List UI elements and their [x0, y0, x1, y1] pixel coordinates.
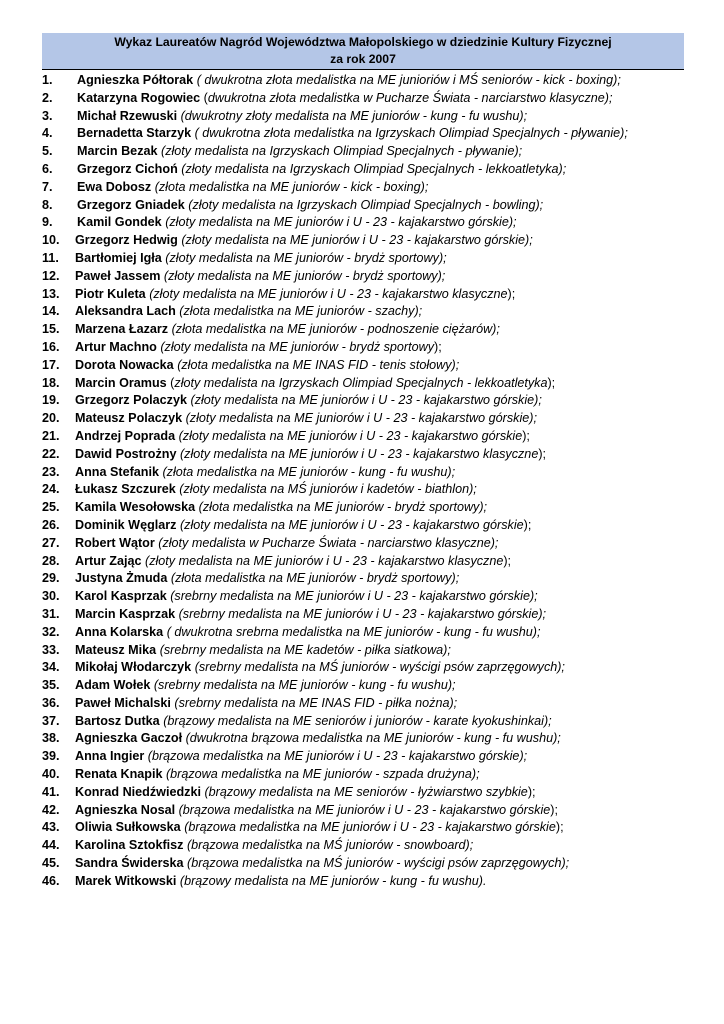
list-item-text: [75, 553, 511, 571]
list-item-number: 40.: [42, 767, 60, 782]
list-item-text: [75, 713, 552, 731]
achievement-description: złoty medalista na Igrzyskach Olimpiad Specjalnych - lekkoatletyka: [174, 375, 548, 390]
list-item: [42, 748, 702, 766]
list-item: [42, 339, 702, 357]
laureate-name: Paweł Michalski: [75, 695, 171, 710]
list-item-number: 13.: [42, 286, 60, 301]
list-item: [42, 784, 702, 802]
achievement-description: (srebrny medalista na ME INAS FID - piłka nożna);: [174, 695, 458, 710]
list-item: [42, 873, 702, 891]
list-item: [42, 90, 702, 108]
list-item-number: 35.: [42, 678, 60, 693]
list-item: [42, 464, 702, 482]
list-item-number: 23.: [42, 464, 60, 479]
list-item: [42, 606, 702, 624]
laureate-name: Michał Rzewuski: [77, 108, 178, 123]
achievement-description: (złoty medalista na ME juniorów i U - 23 - kajakarstwo górskie);: [185, 411, 537, 426]
laureates-list: [42, 72, 702, 891]
list-item-text: [75, 766, 480, 784]
list-item-text: [75, 357, 459, 375]
list-item-number: 2.: [42, 90, 53, 105]
list-item-number: 10.: [42, 233, 60, 248]
laureate-name: Karol Kasprzak: [75, 589, 167, 604]
laureate-name: Bartłomiej Igła: [75, 250, 162, 265]
list-item: [42, 553, 702, 571]
laureate-name: Oliwia Sułkowska: [75, 820, 181, 835]
laureate-name: Artur Machno: [75, 339, 157, 354]
list-item-number: 43.: [42, 820, 60, 835]
list-item-text: [75, 232, 533, 250]
list-item: [42, 855, 702, 873]
laureate-name: Ewa Dobosz: [77, 179, 152, 194]
list-item: [42, 837, 702, 855]
list-item-number: 26.: [42, 517, 60, 532]
list-item-text: [75, 873, 486, 891]
list-item-number: 45.: [42, 856, 60, 871]
list-item-text: [75, 268, 445, 286]
list-item-text: [77, 125, 628, 143]
list-item-number: 8.: [42, 197, 53, 212]
list-item-number: 34.: [42, 660, 60, 675]
laureate-name: Grzegorz Cichoń: [77, 161, 178, 176]
achievement-description: (złoty medalista na Igrzyskach Olimpiad Specjalnych - bowling);: [188, 197, 544, 212]
achievement-description: (złota medalistka na ME juniorów - kung - fu wushu);: [162, 464, 456, 479]
suffix: );: [538, 446, 547, 461]
list-item: [42, 108, 702, 126]
list-item-number: 5.: [42, 144, 53, 159]
list-item-number: 41.: [42, 784, 60, 799]
list-item-number: 33.: [42, 642, 60, 657]
list-item: [42, 819, 702, 837]
list-item: [42, 125, 702, 143]
laureate-name: Paweł Jassem: [75, 268, 161, 283]
list-item-number: 39.: [42, 749, 60, 764]
list-item: [42, 303, 702, 321]
list-item-text: [75, 410, 537, 428]
list-item-text: [77, 72, 621, 90]
suffix: );: [523, 517, 532, 532]
laureate-name: Mikołaj Włodarczyk: [75, 660, 192, 675]
list-item-number: 28.: [42, 553, 60, 568]
suffix: );: [522, 428, 530, 443]
list-item-text: [75, 375, 555, 393]
laureate-name: Karolina Sztokfisz: [75, 838, 184, 853]
laureate-name: Marcin Oramus: [75, 375, 167, 390]
document-title: [42, 33, 684, 70]
laureate-name: Dorota Nowacka: [75, 357, 174, 372]
list-item-text: [75, 677, 456, 695]
achievement-description: (złoty medalista w Pucharze Świata - narciarstwo klasyczne);: [158, 535, 499, 550]
laureate-name: Łukasz Szczurek: [75, 482, 176, 497]
list-item: [42, 428, 702, 446]
laureate-name: Marek Witkowski: [75, 873, 177, 888]
laureate-name: Marcin Bezak: [77, 144, 158, 159]
list-item-text: [75, 802, 558, 820]
achievement-description: (brązowy medalista na ME seniorów - łyżwiarstwo szybkie: [204, 784, 528, 799]
achievement-description: ( dwukrotna złota medalistka na ME junioriów i MŚ seniorów - kick - boxing);: [196, 73, 621, 87]
list-item-number: 12.: [42, 268, 60, 283]
list-item-text: [75, 659, 565, 677]
achievement-description: (złota medalistka na ME INAS FID - tenis stołowy);: [177, 357, 460, 372]
achievement-description: (brązowy medalista na ME seniorów i juniorów - karate kyokushinkai);: [163, 713, 552, 728]
laureate-name: Anna Ingier: [75, 749, 145, 764]
list-item-text: [77, 197, 543, 215]
list-item-number: 44.: [42, 838, 60, 853]
list-item: [42, 410, 702, 428]
laureate-name: Artur Zając: [75, 553, 142, 568]
list-item-number: 22.: [42, 446, 60, 461]
list-item: [42, 321, 702, 339]
list-item: [42, 161, 702, 179]
list-item: [42, 392, 702, 410]
laureate-name: Kamil Gondek: [77, 215, 162, 230]
list-item-number: 19.: [42, 393, 60, 408]
list-item: [42, 588, 702, 606]
laureate-name: Aleksandra Lach: [75, 304, 176, 319]
list-item: [42, 143, 702, 161]
achievement-description: (złoty medalista na ME juniorów i U - 23 - kajakarstwo górskie);: [165, 215, 517, 230]
achievement-description: (srebrny medalista na MŚ juniorów - wyścigi psów zaprzęgowych);: [194, 660, 565, 675]
suffix: );: [507, 286, 516, 301]
laureate-name: Agnieszka Półtorak: [77, 73, 194, 87]
achievement-description: (złoty medalista na ME juniorów i U - 23 - kajakarstwo górskie: [178, 428, 523, 443]
list-item-number: 14.: [42, 304, 60, 319]
suffix: );: [434, 339, 442, 354]
list-item: [42, 179, 702, 197]
list-item-text: [75, 517, 531, 535]
achievement-description: (złota medalistka na ME juniorów - brydż sportowy);: [170, 571, 460, 586]
list-item-number: 30.: [42, 589, 60, 604]
achievement-description: (złoty medalista na Igrzyskach Olimpiad Specjalnych - lekkoatletyka);: [181, 161, 567, 176]
laureate-name: Robert Wątor: [75, 535, 155, 550]
laureate-name: Sandra Świderska: [75, 856, 184, 871]
prefix: (: [200, 90, 208, 105]
list-item-number: 29.: [42, 571, 60, 586]
achievement-description: (brązowa medalistka na ME juniorów i U - 23 - kajakarstwo górskie);: [147, 749, 528, 764]
achievement-description: (złoty medalista na ME juniorów i U - 23 - kajakarstwo górskie);: [190, 393, 542, 408]
laureate-name: Agnieszka Gaczoł: [75, 731, 183, 746]
laureate-name: Piotr Kuleta: [75, 286, 146, 301]
list-item-number: 36.: [42, 695, 60, 710]
laureate-name: Dawid Postrożny: [75, 446, 177, 461]
list-item: [42, 232, 702, 250]
achievement-description: (złoty medalista na ME juniorów i U - 23 - kajakarstwo klasyczne: [149, 286, 508, 301]
list-item: [42, 766, 702, 784]
achievement-description: (złota medalistka na ME juniorów - brydż sportowy);: [198, 500, 488, 515]
achievement-description: (brązowy medalista na ME juniorów - kung - fu wushu).: [179, 873, 487, 888]
achievement-description: (złoty medalista na Igrzyskach Olimpiad Specjalnych - pływanie);: [161, 144, 523, 159]
list-item-text: [77, 108, 527, 126]
laureate-name: Kamila Wesołowska: [75, 500, 196, 515]
list-item-text: [75, 428, 530, 446]
laureate-name: Bartosz Dutka: [75, 713, 160, 728]
suffix: );: [503, 553, 512, 568]
list-item: [42, 642, 702, 660]
list-item: [42, 268, 702, 286]
list-item: [42, 695, 702, 713]
list-item-number: 42.: [42, 802, 60, 817]
achievement-description: (złota medalistka na ME juniorów - kick - boxing);: [154, 179, 429, 194]
laureate-name: Agnieszka Nosal: [75, 802, 176, 817]
list-item-text: [77, 214, 517, 232]
achievement-description: (złoty medalista na ME juniorów i U - 23 - kajakarstwo klasyczne: [179, 446, 539, 461]
achievement-description: (złoty medalista na ME juniorów - brydż sportowy);: [163, 268, 446, 283]
list-item-text: [75, 784, 536, 802]
list-item-text: [75, 464, 455, 482]
achievement-description: (brązowa medalistka na ME juniorów i U - 23 - kajakarstwo górskie: [178, 802, 551, 817]
list-item-number: 3.: [42, 108, 53, 123]
list-item-number: 1.: [42, 73, 53, 87]
achievement-description: (złoty medalista na ME juniorów i U - 23 - kajakarstwo górskie: [179, 517, 524, 532]
laureate-name: Bernadetta Starzyk: [77, 126, 192, 141]
laureate-name: Renata Knapik: [75, 767, 163, 782]
list-item: [42, 250, 702, 268]
list-item: [42, 624, 702, 642]
list-item-text: [75, 481, 477, 499]
achievement-description: (złota medalistka na ME juniorów - podnoszenie ciężarów);: [171, 322, 500, 337]
achievement-description: (złoty medalista na ME juniorów i U - 23 - kajakarstwo klasyczne: [145, 553, 504, 568]
list-item-number: 7.: [42, 179, 53, 194]
list-item-number: 16.: [42, 339, 60, 354]
list-item-number: 6.: [42, 161, 53, 176]
list-item-text: [75, 286, 515, 304]
list-item: [42, 375, 702, 393]
achievement-description: (złoty medalista na ME juniorów i U - 23 - kajakarstwo górskie);: [181, 233, 533, 248]
list-item: [42, 197, 702, 215]
list-item-text: [77, 143, 522, 161]
list-item: [42, 286, 702, 304]
achievement-description: (brązowa medalistka na MŚ juniorów - wyścigi psów zaprzęgowych);: [187, 856, 570, 871]
list-item: [42, 499, 702, 517]
achievement-description: (złoty medalista na ME juniorów - brydż sportowy: [160, 339, 435, 354]
achievement-description: (dwukrotny złoty medalista na ME juniorów - kung - fu wushu);: [180, 108, 528, 123]
achievement-description: (dwukrotna brązowa medalistka na ME juniorów - kung - fu wushu);: [185, 731, 561, 746]
achievement-description: (srebrny medalista na ME juniorów - kung - fu wushu);: [153, 678, 456, 693]
achievement-description: (srebrny medalista na ME juniorów i U - 23 - kajakarstwo górskie);: [178, 606, 547, 621]
list-item-text: [75, 588, 538, 606]
list-item: [42, 730, 702, 748]
achievement-description: ( dwukrotna srebrna medalistka na ME juniorów - kung - fu wushu);: [166, 624, 541, 639]
list-item: [42, 214, 702, 232]
list-item-text: [77, 161, 566, 179]
list-item-number: 37.: [42, 713, 60, 728]
laureate-name: Justyna Żmuda: [75, 571, 168, 586]
laureate-name: Marcin Kasprzak: [75, 606, 176, 621]
list-item-number: 15.: [42, 322, 60, 337]
list-item-text: [75, 303, 422, 321]
title-line-1: Wykaz Laureatów Nagród Województwa Małopolskiego w dziedzinie Kultury Fizycznej: [114, 35, 612, 49]
list-item-number: 20.: [42, 411, 60, 426]
list-item-text: [75, 695, 457, 713]
laureate-name: Mateusz Mika: [75, 642, 157, 657]
list-item-number: 46.: [42, 873, 60, 888]
list-item: [42, 713, 702, 731]
list-item-text: [75, 321, 500, 339]
achievement-description: ( dwukrotna złota medalistka na Igrzyskach Olimpiad Specjalnych - pływanie);: [194, 126, 628, 141]
list-item-number: 21.: [42, 428, 60, 443]
laureate-name: Katarzyna Rogowiec: [77, 90, 201, 105]
list-item: [42, 72, 702, 90]
list-item-text: [75, 392, 542, 410]
list-item-number: 4.: [42, 126, 53, 141]
achievement-description: (srebrny medalista na ME kadetów - piłka siatkowa);: [159, 642, 451, 657]
laureate-name: Konrad Niedźwiedzki: [75, 784, 201, 799]
list-item-text: [75, 535, 498, 553]
laureate-name: Marzena Łazarz: [75, 322, 169, 337]
list-item-text: [75, 819, 564, 837]
prefix: (: [166, 375, 175, 390]
list-item-text: [77, 90, 612, 108]
list-item: [42, 802, 702, 820]
list-item-text: [75, 446, 546, 464]
title-line-2: za rok 2007: [330, 52, 396, 66]
list-item: [42, 357, 702, 375]
list-item-number: 11.: [42, 250, 59, 265]
list-item-number: 38.: [42, 731, 60, 746]
list-item-text: [75, 624, 540, 642]
list-item: [42, 517, 702, 535]
suffix: );: [550, 802, 558, 817]
list-item-text: [75, 570, 459, 588]
list-item-number: 31.: [42, 606, 60, 621]
achievement-description: (złoty medalista na ME juniorów - brydż sportowy);: [165, 250, 447, 265]
list-item-text: [77, 179, 428, 197]
laureate-name: Anna Stefanik: [75, 464, 159, 479]
suffix: );: [527, 784, 536, 799]
list-item: [42, 481, 702, 499]
achievement-description: (złota medalistka na ME juniorów - szachy);: [179, 304, 423, 319]
list-item-text: [75, 837, 473, 855]
suffix: );: [555, 820, 564, 835]
list-item-number: 18.: [42, 375, 60, 390]
achievement-description: (brązowa medalistka na ME juniorów i U - 23 - kajakarstwo górskie: [184, 820, 556, 835]
list-item-text: [75, 855, 569, 873]
list-item-text: [75, 730, 561, 748]
list-item-text: [75, 250, 447, 268]
achievement-description: (srebrny medalista na ME juniorów i U - 23 - kajakarstwo górskie);: [170, 589, 538, 604]
achievement-description: (złoty medalista na MŚ juniorów i kadetów - biathlon);: [179, 482, 477, 497]
list-item: [42, 535, 702, 553]
laureate-name: Andrzej Poprada: [75, 428, 176, 443]
laureate-name: Mateusz Polaczyk: [75, 411, 183, 426]
laureate-name: Grzegorz Hedwig: [75, 233, 178, 248]
laureate-name: Adam Wołek: [75, 678, 151, 693]
suffix: );: [547, 375, 556, 390]
list-item-number: 32.: [42, 624, 60, 639]
achievement-description: (brązowa medalistka na MŚ juniorów - snowboard);: [186, 838, 474, 853]
achievement-description: (brązowa medalistka na ME juniorów - szpada drużyna);: [165, 767, 480, 782]
laureate-name: Anna Kolarska: [75, 624, 164, 639]
list-item-text: [75, 642, 451, 660]
list-item: [42, 446, 702, 464]
list-item: [42, 570, 702, 588]
list-item-text: [75, 339, 442, 357]
list-item-number: 25.: [42, 500, 60, 515]
list-item-number: 9.: [42, 215, 53, 230]
list-item-number: 17.: [42, 357, 60, 372]
list-item-text: [75, 748, 527, 766]
list-item-number: 24.: [42, 482, 60, 497]
list-item: [42, 677, 702, 695]
list-item: [42, 659, 702, 677]
list-item-number: 27.: [42, 535, 60, 550]
achievement-description: dwukrotna złota medalistka w Pucharze Świata - narciarstwo klasyczne);: [207, 90, 613, 105]
laureate-name: Dominik Węglarz: [75, 517, 177, 532]
laureate-name: Grzegorz Polaczyk: [75, 393, 187, 408]
list-item-text: [75, 606, 546, 624]
laureate-name: Grzegorz Gniadek: [77, 197, 185, 212]
list-item-text: [75, 499, 487, 517]
